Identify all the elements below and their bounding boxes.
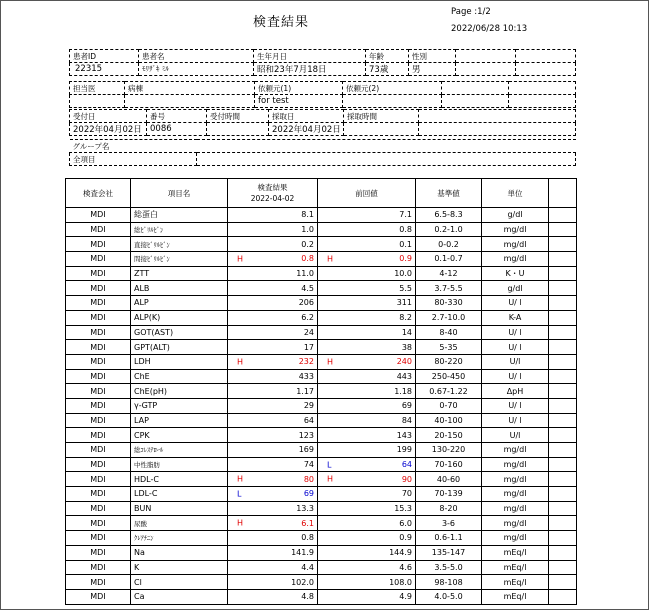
unit-cell: U/l [482, 354, 549, 369]
previous-cell [318, 266, 416, 281]
company-cell: MDI [66, 443, 131, 458]
company-cell: MDI [66, 501, 131, 516]
result-flag: L [237, 489, 242, 499]
result-flag: H [237, 474, 244, 484]
result-row [66, 487, 577, 502]
company-cell: MDI [66, 296, 131, 311]
company-cell: MDI [66, 325, 131, 340]
result-cell [228, 589, 318, 604]
company-cell: MDI [66, 589, 131, 604]
previous-flag: H [327, 357, 334, 367]
company-cell: MDI [66, 340, 131, 355]
col-item: 項目名 [131, 179, 228, 208]
result-row [66, 281, 577, 296]
reference-cell: 130-220 [416, 443, 482, 458]
company-cell: MDI [66, 516, 131, 531]
result-cell [228, 501, 318, 516]
result-value: 123 [298, 430, 314, 440]
reference-cell: 40-100 [416, 413, 482, 428]
age-label: 年齢 [366, 50, 409, 63]
company-cell: MDI [66, 208, 131, 223]
previous-value: 311 [396, 298, 412, 308]
result-value: 8.1 [301, 210, 314, 220]
result-cell [228, 575, 318, 590]
unit-cell: K-A [482, 310, 549, 325]
patient-id: 22315 [70, 63, 139, 76]
result-cell [228, 281, 318, 296]
result-row [66, 531, 577, 546]
previous-cell [318, 369, 416, 384]
previous-value: 14 [401, 327, 412, 337]
reference-cell: 135-147 [416, 545, 482, 560]
company-cell: MDI [66, 384, 131, 399]
previous-cell [318, 310, 416, 325]
reference-cell: 80-220 [416, 354, 482, 369]
result-value: 11.0 [296, 269, 314, 279]
unit-cell: U/l [482, 428, 549, 443]
previous-value: 1.18 [394, 386, 412, 396]
previous-value: 69 [401, 401, 412, 411]
previous-value: 443 [396, 371, 412, 381]
previous-value: 0.8 [399, 225, 412, 235]
page-number: Page :1/2 [451, 7, 491, 17]
result-value: 74 [303, 460, 314, 470]
unit-cell: mg/dl [482, 237, 549, 252]
results-table [65, 178, 577, 605]
results-body [66, 208, 577, 605]
item-name-cell: ｸﾚｱﾁﾆﾝ [131, 531, 228, 546]
unit-cell: mEq/l [482, 589, 549, 604]
unit-cell: g/dl [482, 208, 549, 223]
unit-cell: K・U [482, 266, 549, 281]
unit-cell: mg/dl [482, 516, 549, 531]
company-cell: MDI [66, 252, 131, 267]
result-cell [228, 384, 318, 399]
previous-cell [318, 398, 416, 413]
reference-cell: 0.6-1.1 [416, 531, 482, 546]
req2-label: 依頼元(2) [343, 82, 442, 95]
company-cell: MDI [66, 575, 131, 590]
item-name-cell: HDL-C [131, 472, 228, 487]
result-value: 6.1 [301, 518, 314, 528]
result-row [66, 340, 577, 355]
reference-cell: 20-150 [416, 428, 482, 443]
previous-cell [318, 531, 416, 546]
unit-cell: mEq/l [482, 560, 549, 575]
result-value: 4.5 [301, 283, 314, 293]
previous-cell [318, 340, 416, 355]
result-row [66, 208, 577, 223]
result-cell [228, 222, 318, 237]
item-name-cell: Na [131, 545, 228, 560]
result-value: 102.0 [291, 577, 314, 587]
previous-cell [318, 384, 416, 399]
company-cell: MDI [66, 472, 131, 487]
previous-value: 15.3 [394, 504, 412, 514]
reception-info-table [69, 109, 576, 136]
unit-cell: mg/dl [482, 443, 549, 458]
result-value: 169 [298, 445, 314, 455]
result-row [66, 266, 577, 281]
item-name-cell: ChE(pH) [131, 384, 228, 399]
result-row [66, 501, 577, 516]
unit-cell: U/ l [482, 398, 549, 413]
reference-cell: 4-12 [416, 266, 482, 281]
unit-cell: mg/dl [482, 222, 549, 237]
reference-cell: 3-6 [416, 516, 482, 531]
unit-cell: U/ l [482, 369, 549, 384]
group-info-table [69, 139, 576, 166]
company-cell: MDI [66, 531, 131, 546]
previous-flag: H [327, 474, 334, 484]
result-row [66, 472, 577, 487]
previous-cell [318, 208, 416, 223]
previous-value: 0.1 [399, 239, 412, 249]
result-cell [228, 428, 318, 443]
company-cell: MDI [66, 545, 131, 560]
unit-cell: mg/dl [482, 472, 549, 487]
results-header-row [66, 179, 577, 208]
reference-cell: 0.67-1.22 [416, 384, 482, 399]
sex-label: 性別 [409, 50, 456, 63]
previous-cell [318, 237, 416, 252]
company-cell: MDI [66, 560, 131, 575]
result-value: 13.3 [296, 504, 314, 514]
result-cell [228, 310, 318, 325]
previous-cell [318, 325, 416, 340]
previous-cell [318, 487, 416, 502]
previous-cell [318, 443, 416, 458]
previous-value: 64 [401, 460, 412, 470]
previous-flag: H [327, 254, 334, 264]
result-flag: H [237, 357, 244, 367]
result-cell [228, 560, 318, 575]
recv-time-label: 受付時間 [207, 110, 269, 123]
collect-date-label: 採取日 [269, 110, 344, 123]
reference-cell: 6.5-8.3 [416, 208, 482, 223]
item-name-cell: ALP [131, 296, 228, 311]
result-cell [228, 369, 318, 384]
previous-cell [318, 413, 416, 428]
result-row [66, 545, 577, 560]
item-name-cell: Ca [131, 589, 228, 604]
item-name-cell: 総蛋白 [131, 208, 228, 223]
item-name-cell: CPK [131, 428, 228, 443]
item-name-cell: LAP [131, 413, 228, 428]
result-row [66, 413, 577, 428]
reference-cell: 70-160 [416, 457, 482, 472]
col-reference: 基準値 [416, 179, 482, 208]
result-row [66, 560, 577, 575]
result-cell [228, 266, 318, 281]
number: 0086 [147, 123, 207, 136]
reference-cell: 2.7-10.0 [416, 310, 482, 325]
collect-time-label: 採取時間 [344, 110, 419, 123]
previous-value: 7.1 [399, 210, 412, 220]
previous-value: 143 [396, 430, 412, 440]
result-row [66, 443, 577, 458]
previous-cell [318, 472, 416, 487]
company-cell: MDI [66, 457, 131, 472]
result-row [66, 325, 577, 340]
result-cell [228, 252, 318, 267]
reference-cell: 250-450 [416, 369, 482, 384]
result-cell [228, 545, 318, 560]
company-cell: MDI [66, 428, 131, 443]
previous-value: 144.9 [389, 548, 412, 558]
previous-cell [318, 589, 416, 604]
company-cell: MDI [66, 413, 131, 428]
result-value: 0.8 [301, 254, 314, 264]
result-value: 24 [303, 327, 314, 337]
result-row [66, 222, 577, 237]
item-name-cell: LDH [131, 354, 228, 369]
unit-cell: U/ l [482, 413, 549, 428]
previous-value: 108.0 [389, 577, 412, 587]
age: 73歳 [366, 63, 409, 76]
report-title: 検査結果 [252, 15, 309, 30]
previous-value: 4.9 [399, 592, 412, 602]
sex: 男 [409, 63, 456, 76]
group-label: グループ名 [70, 140, 197, 153]
previous-value: 4.6 [399, 562, 412, 572]
previous-value: 70 [401, 489, 412, 499]
dob-label: 生年月日 [254, 50, 366, 63]
result-value: 64 [303, 415, 314, 425]
col-previous: 前回値 [318, 179, 416, 208]
previous-value: 0.9 [399, 533, 412, 543]
result-row [66, 384, 577, 399]
company-cell: MDI [66, 237, 131, 252]
result-row [66, 237, 577, 252]
result-row [66, 252, 577, 267]
result-value: 29 [303, 401, 314, 411]
item-name-cell: ALB [131, 281, 228, 296]
item-name-cell: ZTT [131, 266, 228, 281]
result-flag: H [237, 518, 244, 528]
unit-cell: mg/dl [482, 457, 549, 472]
previous-value: 0.9 [399, 254, 412, 264]
unit-cell: U/ l [482, 325, 549, 340]
result-value: 4.8 [301, 592, 314, 602]
previous-cell [318, 296, 416, 311]
result-row [66, 369, 577, 384]
group-value: 全項目 [70, 153, 197, 166]
previous-cell [318, 545, 416, 560]
unit-cell: mg/dl [482, 501, 549, 516]
company-cell: MDI [66, 266, 131, 281]
result-value: 6.2 [301, 313, 314, 323]
result-row [66, 516, 577, 531]
result-value: 232 [298, 357, 314, 367]
result-row [66, 575, 577, 590]
result-value: 80 [303, 474, 314, 484]
company-cell: MDI [66, 398, 131, 413]
request-info-table [69, 81, 576, 108]
previous-flag: L [327, 460, 332, 470]
previous-cell [318, 575, 416, 590]
unit-cell: U/ l [482, 296, 549, 311]
previous-value: 90 [401, 474, 412, 484]
item-name-cell: 直接ﾋﾞﾘﾙﾋﾞﾝ [131, 237, 228, 252]
result-row [66, 296, 577, 311]
result-cell [228, 296, 318, 311]
reference-cell: 3.7-5.5 [416, 281, 482, 296]
patient-name-label: 患者名 [139, 50, 254, 63]
item-name-cell: Cl [131, 575, 228, 590]
result-cell [228, 516, 318, 531]
reference-cell: 40-60 [416, 472, 482, 487]
previous-value: 5.5 [399, 283, 412, 293]
reference-cell: 5-35 [416, 340, 482, 355]
reference-cell: 0.2-1.0 [416, 222, 482, 237]
unit-cell: mg/dl [482, 487, 549, 502]
print-date: 2022/06/28 10:13 [451, 24, 528, 34]
result-cell [228, 443, 318, 458]
result-cell [228, 325, 318, 340]
company-cell: MDI [66, 222, 131, 237]
result-value: 141.9 [291, 548, 314, 558]
dob: 昭和23年7月18日 [254, 63, 366, 76]
result-value: 17 [303, 342, 314, 352]
result-row [66, 398, 577, 413]
result-cell [228, 531, 318, 546]
result-flag: H [237, 254, 244, 264]
unit-cell: g/dl [482, 281, 549, 296]
unit-cell: mg/dl [482, 252, 549, 267]
previous-value: 8.2 [399, 313, 412, 323]
item-name-cell: 尿酸 [131, 516, 228, 531]
company-cell: MDI [66, 310, 131, 325]
patient-name: ﾓﾘｻﾞｷ ﾐﾙ [139, 63, 254, 76]
reference-cell: 98-108 [416, 575, 482, 590]
previous-value: 199 [396, 445, 412, 455]
item-name-cell: K [131, 560, 228, 575]
previous-value: 240 [396, 357, 412, 367]
item-name-cell: ChE [131, 369, 228, 384]
result-cell [228, 413, 318, 428]
result-value: 1.17 [296, 386, 314, 396]
result-row [66, 310, 577, 325]
item-name-cell: BUN [131, 501, 228, 516]
result-cell [228, 208, 318, 223]
result-row [66, 354, 577, 369]
unit-cell: U/ l [482, 340, 549, 355]
previous-cell [318, 516, 416, 531]
req1-label: 依頼元(1) [255, 82, 343, 95]
unit-cell: mg/dl [482, 531, 549, 546]
result-value: 433 [298, 371, 314, 381]
result-cell [228, 398, 318, 413]
col-company: 検査会社 [66, 179, 131, 208]
result-cell [228, 340, 318, 355]
col-unit: 単位 [482, 179, 549, 208]
item-name-cell: 総ｺﾚｽﾃﾛｰﾙ [131, 443, 228, 458]
result-cell [228, 354, 318, 369]
recv-date-label: 受付日 [70, 110, 147, 123]
result-cell [228, 472, 318, 487]
unit-cell: mEq/l [482, 545, 549, 560]
req1-value: for test [255, 95, 343, 108]
result-row [66, 428, 577, 443]
result-value: 0.2 [301, 239, 314, 249]
item-name-cell: 総ﾋﾞﾘﾙﾋﾞﾝ [131, 222, 228, 237]
result-cell [228, 487, 318, 502]
item-name-cell: GOT(AST) [131, 325, 228, 340]
reference-cell: 4.0-5.0 [416, 589, 482, 604]
reference-cell: 3.5-5.0 [416, 560, 482, 575]
company-cell: MDI [66, 354, 131, 369]
reference-cell: 0-0.2 [416, 237, 482, 252]
item-name-cell: γ-GTP [131, 398, 228, 413]
previous-value: 84 [401, 415, 412, 425]
reference-cell: 80-330 [416, 296, 482, 311]
item-name-cell: GPT(ALT) [131, 340, 228, 355]
previous-cell [318, 252, 416, 267]
reference-cell: 8-20 [416, 501, 482, 516]
reference-cell: 70-139 [416, 487, 482, 502]
patient-id-label: 患者ID [70, 50, 139, 63]
result-date: 2022-04-02 [250, 194, 295, 203]
item-name-cell: LDL-C [131, 487, 228, 502]
ward-label: 病棟 [125, 82, 255, 95]
company-cell: MDI [66, 281, 131, 296]
unit-cell: ΔpH [482, 384, 549, 399]
result-cell [228, 457, 318, 472]
recv-date: 2022年04月02日 [70, 123, 147, 136]
previous-cell [318, 428, 416, 443]
previous-value: 6.0 [399, 518, 412, 528]
previous-value: 10.0 [394, 269, 412, 279]
previous-cell [318, 560, 416, 575]
item-name-cell: 間接ﾋﾞﾘﾙﾋﾞﾝ [131, 252, 228, 267]
previous-cell [318, 281, 416, 296]
doctor-label: 担当医 [70, 82, 125, 95]
previous-cell [318, 222, 416, 237]
reference-cell: 8-40 [416, 325, 482, 340]
unit-cell: mEq/l [482, 575, 549, 590]
result-row [66, 589, 577, 604]
company-cell: MDI [66, 369, 131, 384]
item-name-cell: ALP(K) [131, 310, 228, 325]
result-value: 206 [298, 298, 314, 308]
result-value: 4.4 [301, 562, 314, 572]
result-value: 1.0 [301, 225, 314, 235]
previous-cell [318, 354, 416, 369]
previous-cell [318, 457, 416, 472]
result-value: 69 [303, 489, 314, 499]
result-value: 0.8 [301, 533, 314, 543]
col-result: 検査結果 2022-04-02 [228, 179, 318, 208]
result-cell [228, 237, 318, 252]
previous-value: 38 [401, 342, 412, 352]
result-row [66, 457, 577, 472]
collect-date: 2022年04月02日 [269, 123, 344, 136]
item-name-cell: 中性脂肪 [131, 457, 228, 472]
reference-cell: 0-70 [416, 398, 482, 413]
number-label: 番号 [147, 110, 207, 123]
previous-cell [318, 501, 416, 516]
reference-cell: 0.1-0.7 [416, 252, 482, 267]
company-cell: MDI [66, 487, 131, 502]
patient-info-table [69, 49, 576, 76]
